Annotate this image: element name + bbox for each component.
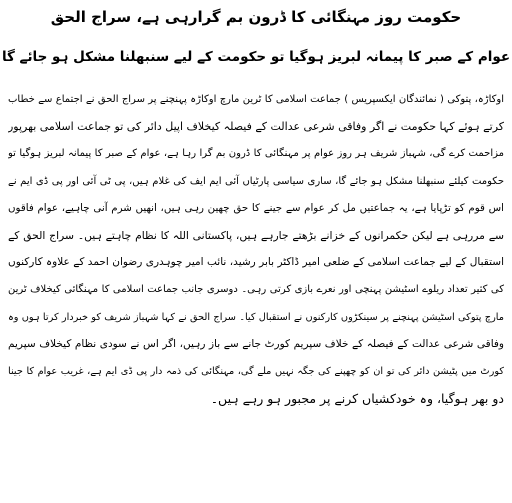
article-line: اس قوم کو تڑپایا ہے، یہ جماعتیں مل کر عوام سے جینے کا حق چھین رہی ہیں، انھیں شرم آنی چاہیے، عوام فاقوں bbox=[8, 201, 504, 214]
article-line: مزاحمت کرے گی، شہباز شریف ہر روز عوام پر مہنگائی کا ڈرون بم گرا رہا ہے، عوام کے صبر کا پیمانہ لبریز ہوگیا تو bbox=[8, 148, 504, 160]
article-line: کرتے ہوئے کہا حکومت نے اگر وفاقی شرعی عدالت کے فیصلہ کیخلاف اپیل دائر کی تو جماعت اسلامی بھرپور bbox=[8, 120, 504, 134]
headline-line-2: عوام کے صبر کا پیمانہ لبریز ہوگیا تو حکومت کے لیے سنبھلنا مشکل ہو جائے گا bbox=[1, 49, 511, 65]
article-line: اوکاڑہ، پتوکی ( نمائندگان ایکسپریس ) جماعت اسلامی کا ٹرین مارچ اوکاڑہ پہنچنے پر سراج الحق نے اجتماع سے خطاب bbox=[8, 94, 504, 105]
article-line: کی کثیر تعداد ریلوے اسٹیشن پہنچی اور نعرے بازی کرتی رہی۔ دوسری جانب جماعت اسلامی کا مہنگائی کیخلاف ٹرین bbox=[8, 284, 504, 296]
article-line: دو بھر ہوگیا، وہ خودکشیاں کرنے پر مجبور ہو رہے ہیں۔ bbox=[210, 391, 504, 407]
article-line: مارچ پتوکی اسٹیشن پہنچنے پر سینکڑوں کارکنوں نے استقبال کیا۔ سراج الحق نے کہا شہباز شریف کو خبردار کرتا ہوں وہ bbox=[8, 311, 504, 323]
article-line: استقبال کے لیے جماعت اسلامی کے ضلعی امیر ڈاکٹر بابر رشید، نائب امیر چوہدری رضوان احمد کے علاوہ کارکنوں bbox=[8, 256, 504, 269]
article-line: حکومت کیلئے سنبھلنا مشکل ہو جائے گا، ساری سیاسی پارٹیاں آئی ایم ایف کی غلام ہیں، پی ٹی آئی اور پی ڈی ایم نے bbox=[8, 175, 504, 187]
article-line: وفاقی شرعی عدالت کے فیصلہ کے خلاف سپریم کورٹ جانے سے باز رہیں، اگر اس نے سودی نظام کیخلاف سپریم bbox=[8, 337, 504, 350]
article-line: سے مررہی ہے لیکن حکمرانوں کے خزانے بڑھتے جارہے ہیں، پاکستانی اللہ کا نظام چاہتے ہیں۔ سراج الحق کے bbox=[8, 228, 504, 242]
article-line: کورٹ میں پٹیشن دائر کی تو ان کو چھپنے کی جگہ نہیں ملے گی، مہنگائی کی ذمہ دار پی ڈی ایم ہے، غریب عوام کا جینا bbox=[8, 365, 504, 377]
article-body bbox=[8, 86, 504, 412]
headline-line-1: حکومت روز مہنگائی کا ڈرون بم گرارہی ہے، سراج الحق bbox=[50, 8, 462, 26]
